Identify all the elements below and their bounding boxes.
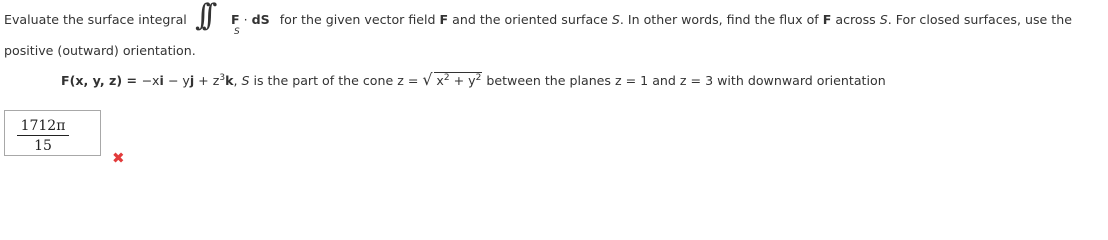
line1-text-c: . In other words, find the flux of [619,12,823,27]
field-lhs: F(x, y, z) = [61,73,142,88]
line1-text-a: for the given vector field [279,12,440,27]
field-sep: , [233,73,242,88]
answer-fraction [17,118,69,154]
surface-S: S [241,73,250,88]
square-root [422,70,482,89]
field-term2: y [182,73,190,88]
problem-statement [61,70,886,89]
integrand-dS: dS [251,12,270,27]
field-z: z [212,73,220,88]
line1-text-e: . For closed surfaces, use the [887,12,1072,27]
field-i: i [159,73,164,88]
line1-F2: F [822,12,832,27]
plane2-z: z [679,73,687,88]
field-k: k [225,73,234,88]
surface-text-3: with downward orientation [713,73,886,88]
answer-denominator: 15 [34,138,52,154]
answer-numerator: 1712π [17,118,69,136]
integral-subscript: S [234,27,240,37]
plane2-eq: = 3 [686,73,714,88]
radical-sign-icon: √ [422,70,433,89]
field-minus: − [163,73,183,88]
double-integral-icon: ∫∫ [195,0,209,33]
field-term1: −x [141,73,160,88]
field-plus: + [194,73,213,88]
cone-plus: + [449,73,469,88]
plane1-eq: = 1 [621,73,649,88]
cone-eq: = [403,73,423,88]
surface-text-1: is the part of the cone [249,73,398,88]
question-line-2: positive (outward) orientation. [4,43,196,58]
integrand-F: F [231,12,240,27]
cone-x: x [436,73,444,88]
question-line-1 [4,12,187,27]
radicand [434,72,482,88]
surface-text-2: between the planes [482,73,615,88]
cone-exp1: 2 [443,73,450,83]
answer-input[interactable] [4,110,101,156]
cone-exp2: 2 [475,73,482,83]
cone-z: z [397,73,404,88]
field-j: j [189,73,195,88]
question-intro: Evaluate the surface integral [4,12,187,27]
line1-F: F [439,12,449,27]
field-exp3: 3 [219,73,226,83]
x-mark-icon: ✖ [112,149,125,167]
line1-text-b: and the oriented surface [448,12,612,27]
line1-S2: S [879,12,888,27]
and-text: and [648,73,680,88]
cone-y: y [468,73,476,88]
question-line-1-rest [231,12,1072,27]
plane1-z: z [615,73,622,88]
line1-S: S [611,12,620,27]
integrand-dot: · [239,12,252,27]
line1-text-d: across [831,12,880,27]
